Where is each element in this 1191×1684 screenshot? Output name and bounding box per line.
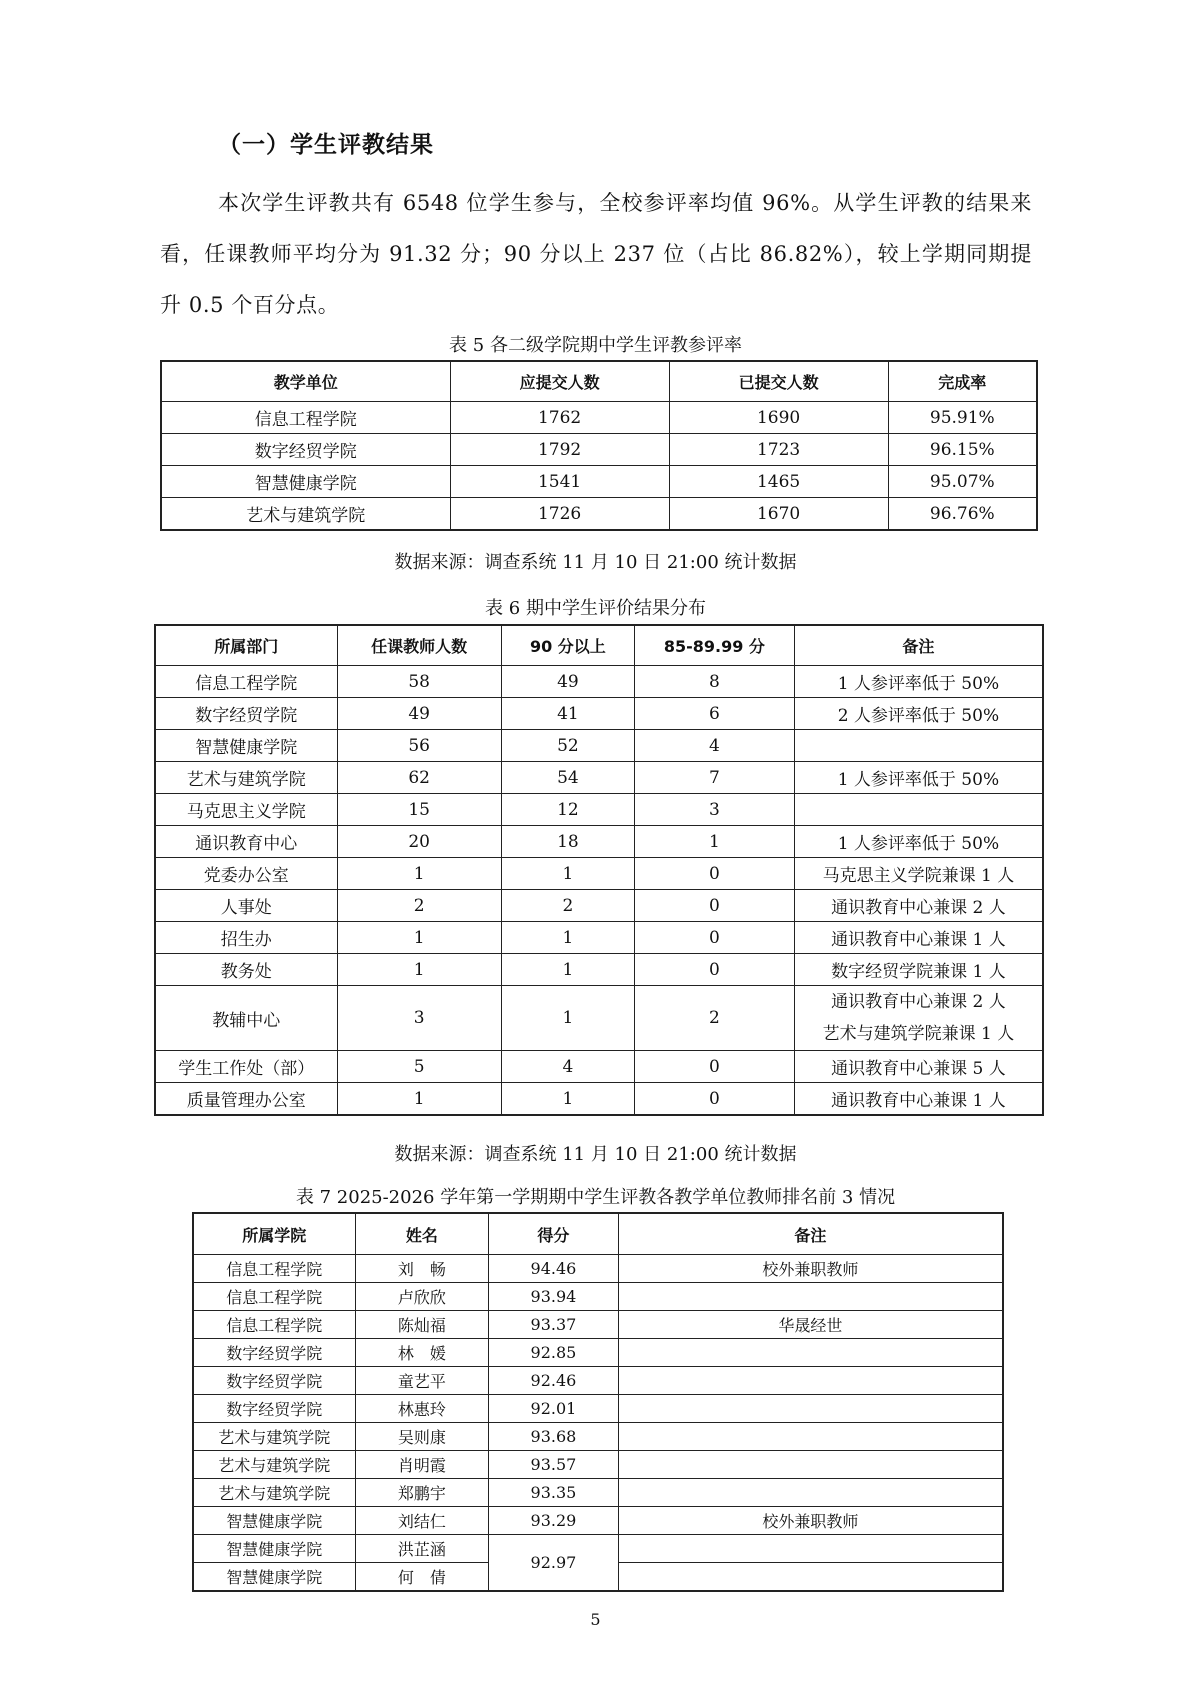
table-header-row — [155, 625, 1043, 666]
remark-cell — [618, 1339, 1003, 1367]
remark-cell — [618, 1479, 1003, 1507]
score-cell: 93.94 — [489, 1283, 619, 1311]
table-cell: 4 — [501, 1051, 634, 1083]
table-cell: 54 — [501, 762, 634, 794]
table-cell: 0 — [634, 954, 794, 986]
table-cell: 1 — [337, 858, 501, 890]
table-cell: 艺术与建筑学院 — [161, 498, 450, 531]
remark-cell — [618, 1395, 1003, 1423]
column-header: 所属学院 — [193, 1213, 355, 1255]
table-cell: 95.07% — [888, 466, 1037, 498]
table-cell: 12 — [501, 794, 634, 826]
table-cell: 招生办 — [155, 922, 337, 954]
table7-top-teachers — [192, 1212, 1004, 1592]
teacher-name: 童艺平 — [355, 1367, 489, 1395]
table-cell: 信息工程学院 — [161, 402, 450, 434]
table-cell: 智慧健康学院 — [193, 1563, 355, 1592]
teacher-name: 林惠玲 — [355, 1395, 489, 1423]
table-cell: 信息工程学院 — [193, 1283, 355, 1311]
table6-result-distribution — [154, 624, 1044, 1116]
remark-line: 通识教育中心兼课 2 人 — [831, 992, 1006, 1012]
teacher-name: 陈灿福 — [355, 1311, 489, 1339]
table-cell: 智慧健康学院 — [155, 730, 337, 762]
column-header: 得分 — [489, 1213, 619, 1255]
table-row — [161, 402, 1037, 434]
table-cell: 1 — [634, 826, 794, 858]
table-cell: 艺术与建筑学院 — [155, 762, 337, 794]
table-row — [193, 1451, 1003, 1479]
table-cell: 1541 — [450, 466, 669, 498]
score-cell: 92.85 — [489, 1339, 619, 1367]
table-row — [155, 858, 1043, 890]
score-cell: 93.35 — [489, 1479, 619, 1507]
remark-cell: 2 人参评率低于 50% — [794, 698, 1043, 730]
table-cell: 0 — [634, 922, 794, 954]
table-cell: 49 — [337, 698, 501, 730]
table-row — [193, 1311, 1003, 1339]
remark-cell — [618, 1535, 1003, 1563]
summary-paragraph: 本次学生评教共有 6548 位学生参与，全校参评率均值 96%。从学生评教的结果来看，任课教师平均分为 91.32 分；90 分以上 237 位（占比 86.82%），较上学期同期提升 0.5 个百分点。 — [160, 191, 1032, 317]
table-cell: 7 — [634, 762, 794, 794]
score-cell: 93.29 — [489, 1507, 619, 1535]
table-row — [155, 1083, 1043, 1116]
remark-cell: 马克思主义学院兼课 1 人 — [794, 858, 1043, 890]
table-cell: 教辅中心 — [155, 986, 337, 1051]
table-cell: 1 — [501, 954, 634, 986]
score-cell: 92.01 — [489, 1395, 619, 1423]
table5-source: 数据来源：调查系统 11 月 10 日 21:00 统计数据 — [394, 552, 797, 573]
table-header-row — [193, 1213, 1003, 1255]
table-row — [161, 434, 1037, 466]
table-cell: 智慧健康学院 — [193, 1535, 355, 1563]
table-cell: 8 — [634, 666, 794, 698]
table6-source: 数据来源：调查系统 11 月 10 日 21:00 统计数据 — [394, 1144, 797, 1165]
section-title: （一）学生评教结果 — [218, 132, 434, 158]
table-cell: 艺术与建筑学院 — [193, 1451, 355, 1479]
table-cell: 0 — [634, 1051, 794, 1083]
table-cell: 56 — [337, 730, 501, 762]
score-cell: 93.57 — [489, 1451, 619, 1479]
table-cell: 52 — [501, 730, 634, 762]
table-cell: 智慧健康学院 — [193, 1507, 355, 1535]
table-row — [193, 1255, 1003, 1283]
table-row — [161, 466, 1037, 498]
table-row — [155, 826, 1043, 858]
table-cell: 62 — [337, 762, 501, 794]
remark-cell: 数字经贸学院兼课 1 人 — [794, 954, 1043, 986]
column-header: 姓名 — [355, 1213, 489, 1255]
table-cell: 1726 — [450, 498, 669, 531]
score-cell: 92.46 — [489, 1367, 619, 1395]
table-row — [155, 986, 1043, 1051]
table-cell: 质量管理办公室 — [155, 1083, 337, 1116]
teacher-name: 卢欣欣 — [355, 1283, 489, 1311]
column-header: 85-89.99 分 — [634, 625, 794, 666]
page-number: 5 — [590, 1610, 601, 1629]
table-cell: 1670 — [669, 498, 888, 531]
remark-cell — [618, 1563, 1003, 1592]
table-cell: 党委办公室 — [155, 858, 337, 890]
score-cell: 93.37 — [489, 1311, 619, 1339]
remark-cell: 通识教育中心兼课 1 人 — [794, 1083, 1043, 1116]
table-cell: 1 — [501, 986, 634, 1051]
remark-cell — [794, 986, 1043, 1051]
table-cell: 信息工程学院 — [193, 1311, 355, 1339]
table-cell: 1 — [501, 1083, 634, 1116]
table5-caption: 表 5 各二级学院期中学生评教参评率 — [449, 335, 742, 356]
table-row — [193, 1283, 1003, 1311]
table-cell: 4 — [634, 730, 794, 762]
table-cell: 96.76% — [888, 498, 1037, 531]
table-header-row — [161, 361, 1037, 402]
table-row — [155, 922, 1043, 954]
table-cell: 数字经贸学院 — [155, 698, 337, 730]
score-cell: 94.46 — [489, 1255, 619, 1283]
score-cell: 93.68 — [489, 1423, 619, 1451]
table-row — [193, 1535, 1003, 1563]
remark-cell: 校外兼职教师 — [618, 1255, 1003, 1283]
teacher-name: 肖明霞 — [355, 1451, 489, 1479]
remark-cell: 1 人参评率低于 50% — [794, 666, 1043, 698]
table-row — [155, 698, 1043, 730]
table-row — [193, 1507, 1003, 1535]
table-cell: 马克思主义学院 — [155, 794, 337, 826]
remark-cell: 1 人参评率低于 50% — [794, 826, 1043, 858]
teacher-name: 吴则康 — [355, 1423, 489, 1451]
table-cell: 3 — [337, 986, 501, 1051]
table-cell: 1690 — [669, 402, 888, 434]
remark-cell — [794, 794, 1043, 826]
table-cell: 0 — [634, 890, 794, 922]
remark-cell — [618, 1423, 1003, 1451]
remark-cell: 校外兼职教师 — [618, 1507, 1003, 1535]
score-cell: 92.97 — [489, 1535, 619, 1592]
column-header: 备注 — [794, 625, 1043, 666]
table-cell: 艺术与建筑学院 — [193, 1423, 355, 1451]
table-cell: 学生工作处（部） — [155, 1051, 337, 1083]
remark-cell — [794, 730, 1043, 762]
table-row — [193, 1339, 1003, 1367]
table-row — [193, 1367, 1003, 1395]
table-cell: 信息工程学院 — [193, 1255, 355, 1283]
table-row — [161, 498, 1037, 531]
table-cell: 5 — [337, 1051, 501, 1083]
teacher-name: 刘结仁 — [355, 1507, 489, 1535]
table-cell: 信息工程学院 — [155, 666, 337, 698]
table-cell: 96.15% — [888, 434, 1037, 466]
table-cell: 95.91% — [888, 402, 1037, 434]
table-cell: 18 — [501, 826, 634, 858]
table-cell: 20 — [337, 826, 501, 858]
table-cell: 1 — [501, 858, 634, 890]
table-cell: 艺术与建筑学院 — [193, 1479, 355, 1507]
table-cell: 0 — [634, 1083, 794, 1116]
table-row — [155, 954, 1043, 986]
column-header: 所属部门 — [155, 625, 337, 666]
table-cell: 58 — [337, 666, 501, 698]
table-row — [155, 762, 1043, 794]
table-cell: 数字经贸学院 — [193, 1339, 355, 1367]
table-row — [193, 1479, 1003, 1507]
table-cell: 2 — [634, 986, 794, 1051]
teacher-name: 林 媛 — [355, 1339, 489, 1367]
table-cell: 数字经贸学院 — [193, 1395, 355, 1423]
remark-cell: 通识教育中心兼课 2 人 — [794, 890, 1043, 922]
remark-cell: 华晟经世 — [618, 1311, 1003, 1339]
teacher-name: 何 倩 — [355, 1563, 489, 1592]
table-row — [155, 666, 1043, 698]
table-cell: 1723 — [669, 434, 888, 466]
table-cell: 49 — [501, 666, 634, 698]
table-cell: 智慧健康学院 — [161, 466, 450, 498]
remark-cell — [618, 1283, 1003, 1311]
teacher-name: 郑鹏宇 — [355, 1479, 489, 1507]
table7-caption: 表 7 2025-2026 学年第一学期期中学生评教各教学单位教师排名前 3 情况 — [295, 1187, 896, 1208]
table-cell: 1762 — [450, 402, 669, 434]
column-header: 备注 — [618, 1213, 1003, 1255]
column-header: 应提交人数 — [450, 361, 669, 402]
table6-caption: 表 6 期中学生评价结果分布 — [485, 598, 706, 619]
table-row — [155, 794, 1043, 826]
table-cell: 6 — [634, 698, 794, 730]
table-row — [155, 890, 1043, 922]
table-cell: 数字经贸学院 — [193, 1367, 355, 1395]
table-cell: 1465 — [669, 466, 888, 498]
table-cell: 2 — [501, 890, 634, 922]
table-cell: 人事处 — [155, 890, 337, 922]
table-cell: 教务处 — [155, 954, 337, 986]
table-cell: 2 — [337, 890, 501, 922]
teacher-name: 洪芷涵 — [355, 1535, 489, 1563]
table-cell: 通识教育中心 — [155, 826, 337, 858]
remark-line: 艺术与建筑学院兼课 1 人 — [822, 1024, 1015, 1044]
column-header: 已提交人数 — [669, 361, 888, 402]
table-row — [155, 1051, 1043, 1083]
table-cell: 数字经贸学院 — [161, 434, 450, 466]
table-cell: 1 — [501, 922, 634, 954]
column-header: 90 分以上 — [501, 625, 634, 666]
table-row — [193, 1423, 1003, 1451]
table-row — [193, 1395, 1003, 1423]
table-cell: 15 — [337, 794, 501, 826]
table-cell: 3 — [634, 794, 794, 826]
remark-cell — [618, 1367, 1003, 1395]
remark-cell: 通识教育中心兼课 5 人 — [794, 1051, 1043, 1083]
remark-cell: 通识教育中心兼课 1 人 — [794, 922, 1043, 954]
table-cell: 0 — [634, 858, 794, 890]
table5-participation-rate — [160, 360, 1038, 531]
remark-cell: 1 人参评率低于 50% — [794, 762, 1043, 794]
table-cell: 41 — [501, 698, 634, 730]
teacher-name: 刘 畅 — [355, 1255, 489, 1283]
table-cell: 1792 — [450, 434, 669, 466]
column-header: 任课教师人数 — [337, 625, 501, 666]
remark-cell — [618, 1451, 1003, 1479]
table-row — [155, 730, 1043, 762]
table-cell: 1 — [337, 922, 501, 954]
table-cell: 1 — [337, 954, 501, 986]
column-header: 完成率 — [888, 361, 1037, 402]
column-header: 教学单位 — [161, 361, 450, 402]
table-cell: 1 — [337, 1083, 501, 1116]
